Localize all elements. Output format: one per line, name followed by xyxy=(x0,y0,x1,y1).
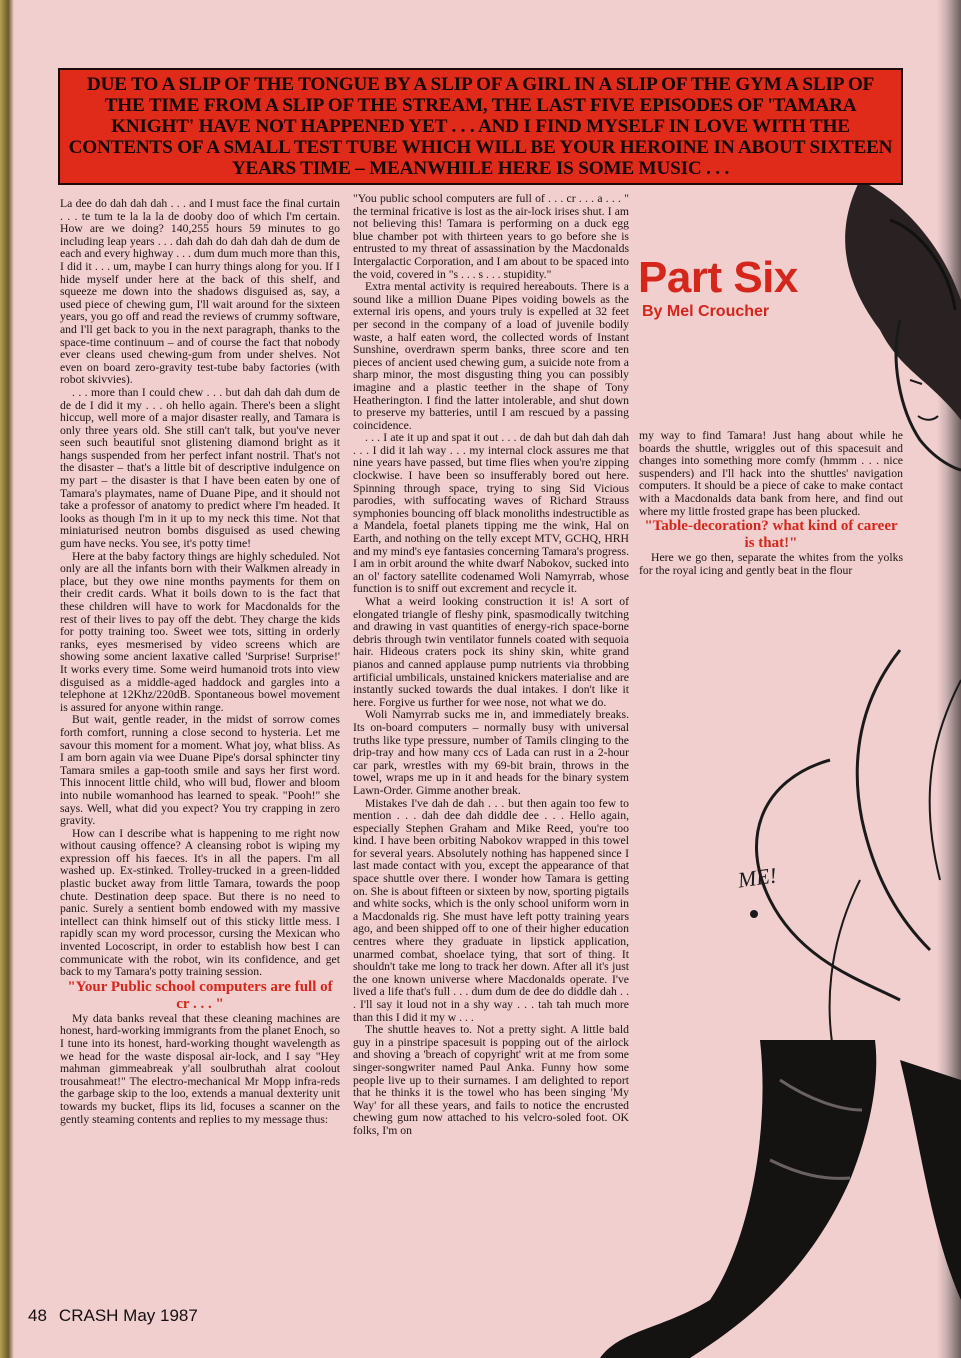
page-edge-left xyxy=(0,0,14,1358)
paragraph: But wait, gentle reader, in the midst of sorrow comes forth comfort, running a close second to hysteria. Let me savour this moment for a moment. What joy, what bliss. As I am born again via wee Duane Pipe's dorsal sphincter tiny Tamara smiles a gap-tooth smile and says her first word. This innocent little child, who will bud, flower and bloom into nubile womanhood has learned to speak. "Pooh!" she says. Well, what did you expect? You try crapping in zero gravity. xyxy=(60,713,340,828)
illustration xyxy=(600,180,961,1358)
paragraph: Woli Namyrrab sucks me in, and immediately breaks. Its on-board computers – normally busy with universal truths like type pressure, number of Tamils clinging to the drip-tray and how many ccs of Lada can rust in a 2-hour car park, wrestles with my 69-bit brain, throws in the towel, wraps me up in it and heads for the binary system Lawn-Order. Gimme another break. xyxy=(353,708,629,797)
paragraph: Mistakes I've dah de dah . . . but then again too few to mention . . . dah dee dah diddle dee . . . Hello again, especially Stephen Graham and Mike Reed, you're too kind. I have been orbiting Nabokov wrapped in this towel for several years. Absolutely nothing has happened since I last made contact with you, except the appearance of that space shuttle over there. I wonder how Tamara is getting on. She is about fifteen or sixteen by now, sporting pigtails and white socks, which is the only school uniform worn in a Macdonalds rig. She must have left potty training years ago, and been shipped off to one of their higher education centres where they graduate in lipstick application, unarmed combat, shoelace tying, that sort of thing. It shouldn't take me long to track her down. After all it's just the one known universe where Macdonalds operate. I've lived a life that's full . . . dum dum de dee do diddle dah . . . I'll say it loud not in a shy way . . . tah tah much more than this I did it my w . . . xyxy=(353,796,629,1024)
illustration-caption: ME! xyxy=(736,862,779,893)
paragraph: The shuttle heaves to. Not a pretty sight. A little bald guy in a pinstripe spacesuit is popping out of the airlock and shoving a 'breach of copyright' writ at me from some singer-songwriter named Paul Anka. Funny how some people live up to their surnames. I am delighted to report that he thinks it is the towel who has been singing 'My Way' for all these years, and fails to notice the encrusted chewing gum now attached to his velcro-soled foot. OK folks, I'm on xyxy=(353,1023,629,1137)
paragraph: Here we go then, separate the whites from the yolks for the royal icing and gently beat in the flour xyxy=(639,551,903,577)
paragraph: my way to find Tamara! Just hang about while he boards the shuttle, wriggles out of this spacesuit and changes into something more comfy (hmmm . . . nice suspenders) and I'll hack into the shuttles' navigation computers. It should be a piece of cake to make contact with a Macdonalds data bank from here, and find out where my little frosted grape has been plucked. xyxy=(639,429,903,518)
column-3 xyxy=(639,430,903,670)
paragraph: My data banks reveal that these cleaning machines are honest, hard-working immigrants from the planet Enoch, so I tune into its honest, hard-working thought wavelength as we head for the waste disposal air-lock, and I say "Hey mahman gimmeabreak y'all soulbruthah alrat coolout trousahmeat!" The electro-mechanical Mr Mopp infra-reds the garbage skip to the loo, extends a manual dexterity unit towards my bucket, flips its lid, focuses a scanner on the gently steaming contents and replies to my message thus: xyxy=(60,1011,340,1126)
magazine-issue: CRASH May 1987 xyxy=(58,1306,198,1325)
paragraph: . . . more than I could chew . . . but dah dah dah dum de de de I did it my . . . oh hello again. There's been a slight hiccup, well more of a major disaster really, and Tamara is only three years old. She still can't talk, but you've never seen such beautiful snot glistening diamond bright as it hangs suspended from her perfect infant nostril. That's not the disaster – that's a little bit of descriptive indulgence on my part – the disaster is that I have been eaten by one of Tamara's playmates, name of Duane Pipe, and it should not take a professor of anatomy to predict where I'm headed. It looks as though I'm in it up to my neck this time. Not that miniaturised neutron bombs disguised as used chewing gum have necks. You see, it's potty time! xyxy=(60,385,340,551)
paragraph: La dee do dah dah dah . . . and I must face the final curtain . . . te tum te la la la de dooby doo of which I'm certain. How are we doing? 140,255 hours 59 minutes to go including leap years . . . dah dah do dah dah dah de dum de each and every highway . . . dum dum much more than this, I did it . . . um, maybe I can hurry things along for you. If I hide myself under here at the back of this shelf, and squeeze me down into the shadows disguised as, say, a used piece of chewing gum, I'll wait around for the sixteen years, you go off and read the reviews of crummy software, and I'll get back to you in the next paragraph, thanks to the space-time continuum – and of course the fact that nobody ever cleans used chewing-gum from under shelves. Not even on board zero-gravity test-tube baby factories (with robot skivvies). xyxy=(60,197,340,387)
paragraph: . . . I ate it up and spat it out . . . de dah but dah dah dah . . . I did it lah way . . . my internal clock assures me that nine years have passed, but time flies when you're zipping clockwise. I have been so insufferably bored out here. Spinning through space, trying to sing Sid Vicious parodies, with suffocating waves of Richard Strauss symphonies bouncing off black monoliths indestructible as a Mandela, foetal planets tipping me the wink, Hal on Earth, and nothing on the telly except MTV, GCHQ, HRH and my mind's eye fantasies concerning Tamara's progress. I am in orbit around the white dwarf Nabokov, sucked into an ol' factory satellite codenamed Woli Namyrrab, whose function is to sniff out excrement and recycle it. xyxy=(353,431,629,596)
byline: By Mel Croucher xyxy=(642,303,770,320)
column-2 xyxy=(353,193,629,1291)
paragraph: How can I describe what is happening to me right now without causing offence? A cleansing robot is wiping my expression off his faeces. It's in all the papers. I'm all washed up. Ex-stinked. Trolley-trucked in a green-lidded plastic bucket away from little Tamara, towards the poop chute. Destination deep space. But there is no need to panic. Surely a sentient bomb endowed with my massive intellect can think himself out of this sticky little mess. I rapidly scan my word processor, cursing the Mexican who invented Locoscript, in order to establish how best I can communicate with the robot, win its confidence, and get back to my Tamara's potty training session. xyxy=(60,826,340,979)
pullquote: "Your Public school computers are full of cr . . . " xyxy=(67,978,333,1012)
page-number: 48 xyxy=(28,1306,47,1325)
article-title: Part Six xyxy=(638,253,798,302)
paragraph: "You public school computers are full of . . . cr . . . a . . . " the terminal fricative is lost as the air-lock irises shut. I am not believing this! Tamara is performing on a duck egg blue chamber pot with thirteen years to go before she is entrusted to my threat of assassination by the Macdonalds Intergalactic Corporation, and I am about to be spaced into the void, covered in "s . . . s . . . stupidity." xyxy=(353,192,629,281)
folio xyxy=(28,1306,198,1326)
paragraph: Extra mental activity is required hereabouts. There is a sound like a million Duane Pipes voiding bowels as the external iris opens, and yours truly is expelled at 32 feet per second in the company of a load of juvenile bodily waste, a half eaten word, the collected words of Instant Sunshine, overdrawn sperm banks, three score and ten pieces of ancient used chewing gum, a suicide note from a sharp minor, the most disgusting thing you can possibly imagine and a plastic teether in the shape of Tony Heatherington. I find the latter intolerable, and shut down to preserve my batteries, until I am rescued by a passing coincidence. xyxy=(353,280,629,432)
paragraph: Here at the baby factory things are highly scheduled. Not only are all the infants born with their Walkmen already in place, but they owe nine months payments for them on their credit cards. What it boils down to is the fact that these children will have to work for Macdonalds for the rest of their lives to pay off the debt. They charge the kids for potty training too. Sweet wee tots, sitting in orderly ranks, eyes mesmerised by video screens which are showing some ancient laxative called 'Surprise! Surprise!' It works every time. Some weird humanoid trots into view disguised as a middle-aged haddock and gargles into a telephone at 12Khz/220dB. Spontaneous bowel movement is assured for anyone within range. xyxy=(60,549,340,714)
pullquote: "Table-decoration? what kind of career is that!" xyxy=(644,518,898,552)
column-1 xyxy=(60,198,340,1250)
paragraph: What a weird looking construction it is! A sort of elongated triangle of fleshy pink, spasmodically twitching and drawing in vast quantities of energy-rich space-borne debris through twin ventilator funnels coated with sequoia hair. Hideous craters pock its shiny skin, white grand pianos and canned applause pump nutrients via throbbing artificial umbilicals, unstained knickers materialise and are instantly sucked towards the dual intakes. I don't like it here. Forgive us further for wee nose, not what we do. xyxy=(353,595,629,709)
headline-box: DUE TO A SLIP OF THE TONGUE BY A SLIP OF A GIRL IN A SLIP OF THE GYM A SLIP OF THE TIME FROM A SLIP OF THE STREAM, THE LAST FIVE EPISODES OF 'TAMARA KNIGHT' HAVE NOT HAPPENED YET . . . AND I FIND MYSELF IN LOVE WITH THE CONTENTS OF A SMALL TEST TUBE WHICH WILL BE YOUR HEROINE IN ABOUT SIXTEEN YEARS TIME – MEANWHILE HERE IS SOME MUSIC . . . xyxy=(58,68,903,185)
